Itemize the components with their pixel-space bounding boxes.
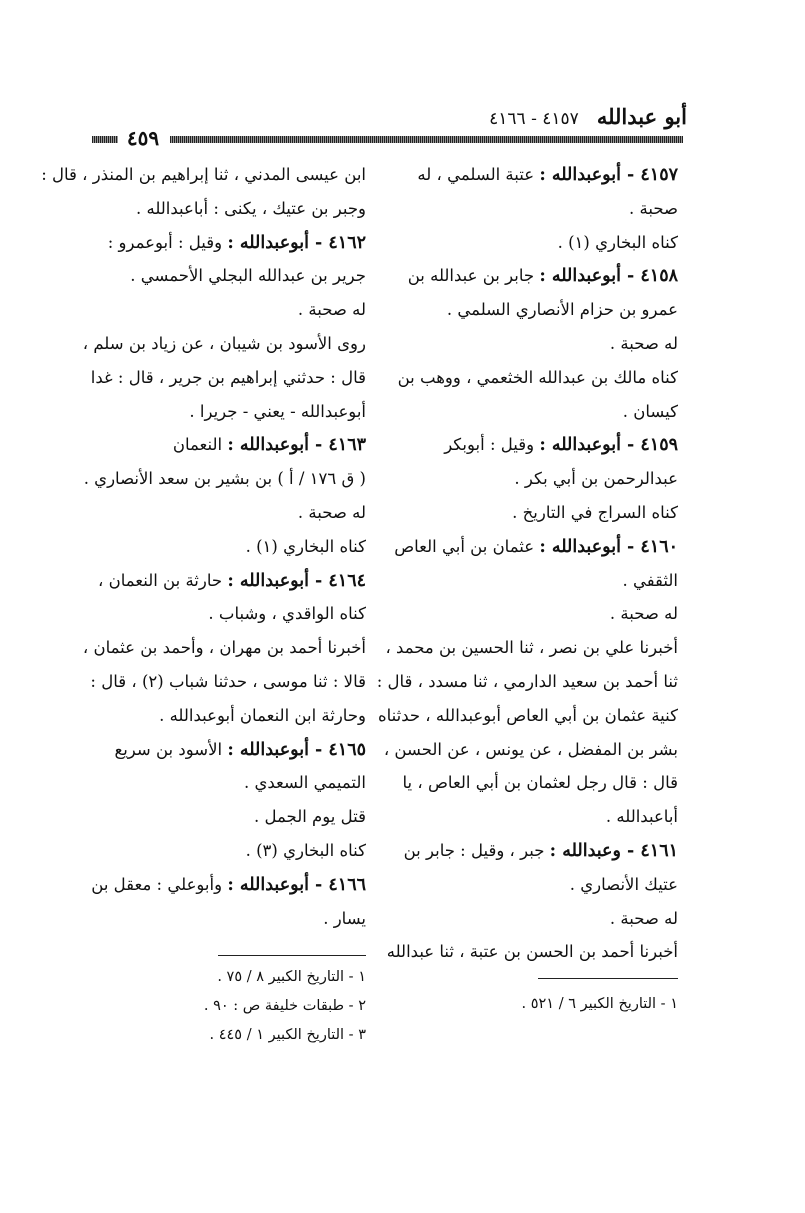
entry-text: قال : قال رجل لعثمان بن أبي العاص ، يا (402, 773, 678, 793)
entry-text: كيسان . (622, 401, 678, 421)
text-line (92, 699, 366, 733)
entry-text: له صحبة . (609, 333, 678, 353)
text-line (402, 766, 678, 800)
entry-heading: ٤١٥٧ - أبوعبدالله : (539, 165, 678, 185)
text-line (416, 868, 678, 902)
entry-text: جبر ، وقيل : جابر بن (403, 840, 550, 860)
footnote: ٣ - التاريخ الكبير ١ / ٤٤٥ . (209, 1027, 366, 1043)
entry-text: وجبر بن عتيك ، يكنى : أباعبدالله . (135, 198, 366, 218)
entry-text: كناه البخاري (١) . (557, 232, 678, 252)
text-line (92, 564, 366, 598)
entry-text: له صحبة . (297, 300, 366, 320)
text-line (407, 259, 678, 293)
text-line (92, 192, 366, 226)
text-line (92, 293, 366, 327)
text-line (82, 327, 366, 361)
entry-text: أباعبدالله . (605, 807, 678, 827)
text-line (92, 733, 366, 767)
text-line (416, 293, 678, 327)
entry-text: النعمان (172, 435, 228, 455)
text-line (394, 530, 678, 564)
left-column (41, 158, 366, 935)
entry-text: قال : حدثني إبراهيم بن جرير ، قال : غدا (90, 367, 366, 387)
entry-heading: ٤١٥٩ - أبوعبدالله : (539, 435, 678, 456)
text-line (376, 665, 678, 699)
entry-text: كناه الواقدي ، وشباب . (208, 604, 366, 624)
entry-text: بشر بن المفضل ، عن يونس ، عن الحسن ، (383, 739, 678, 759)
text-line (403, 834, 678, 868)
page-number-rule (92, 136, 118, 143)
header-rule (170, 136, 683, 143)
running-head-range: ٤١٥٧ - ٤١٦٦ (489, 109, 579, 129)
text-line (416, 428, 678, 462)
text-line (92, 597, 366, 631)
text-line (416, 564, 678, 598)
footnote: ١ - التاريخ الكبير ٨ / ٧٥ . (217, 969, 366, 985)
text-line (416, 192, 678, 226)
text-line (416, 902, 678, 936)
text-line (92, 395, 366, 429)
entry-text: أخبرنا علي بن نصر ، ثنا الحسين بن محمد ، (385, 638, 678, 658)
entry-text: يسار . (323, 908, 366, 928)
text-line (41, 158, 366, 192)
entry-text: له صحبة . (609, 908, 678, 928)
entry-text: كناه البخاري (١) . (245, 536, 366, 556)
entry-heading: ٤١٦٦ - أبوعبدالله : (227, 874, 366, 895)
text-line (92, 800, 366, 834)
entry-text: قتل يوم الجمل . (254, 807, 366, 827)
entry-text: عمرو بن حزام الأنصاري السلمي . (446, 300, 678, 320)
entry-text: كناه البخاري (٣) . (245, 840, 366, 860)
entry-text: أبوعبدالله - يعني - جريرا . (189, 401, 366, 421)
text-line (92, 361, 366, 395)
text-line (82, 631, 366, 665)
entry-heading: ٤١٦٠ - أبوعبدالله : (539, 536, 678, 557)
footnote: ١ - التاريخ الكبير ٦ / ٥٢١ . (521, 996, 678, 1012)
entry-text: التميمي السعدي . (243, 773, 366, 793)
right-column (376, 158, 678, 969)
text-line (416, 800, 678, 834)
text-line (92, 226, 366, 260)
footnote-rule-right (538, 978, 678, 979)
entry-text: عبدالرحمن بن أبي بكر . (514, 469, 678, 489)
text-line (92, 496, 366, 530)
entry-text: جرير بن عبدالله البجلي الأحمسي . (130, 266, 366, 286)
entry-heading: ٤١٦٤ - أبوعبدالله : (227, 570, 366, 591)
text-line (92, 834, 366, 868)
entry-text: وقيل : أبوعمرو : (107, 232, 228, 252)
text-line (397, 361, 678, 395)
footnote-rule-left (218, 955, 366, 956)
entry-heading: ٤١٦٢ - أبوعبدالله : (227, 232, 366, 253)
entry-text: روى الأسود بن شيبان ، عن زياد بن سلم ، (82, 333, 366, 353)
entry-text: عثمان بن أبي العاص (394, 536, 540, 556)
text-line (416, 496, 678, 530)
entry-text: له صحبة . (609, 604, 678, 624)
text-line (83, 462, 366, 496)
text-line (92, 428, 366, 462)
text-line (92, 259, 366, 293)
entry-text: كناه السراج في التاريخ . (512, 502, 678, 522)
entry-text: الثقفي . (622, 570, 678, 590)
entry-text: عتبة السلمي ، له (417, 165, 540, 184)
entry-text: قالا : ثنا موسى ، حدثنا شباب (٢) ، قال : (90, 671, 366, 691)
entry-text: ابن عيسى المدني ، ثنا إبراهيم بن المنذر ، قال : (41, 165, 366, 184)
text-line (416, 226, 678, 260)
entry-text: وقيل : أبوبكر (444, 435, 540, 455)
footnote: ٢ - طبقات خليفة ص : ٩٠ . (203, 998, 366, 1014)
text-line (377, 699, 678, 733)
entry-text: الأسود بن سريع (114, 739, 228, 759)
page-number: ٤٥٩ (118, 126, 168, 150)
text-line (92, 665, 366, 699)
text-line (416, 395, 678, 429)
text-line (386, 935, 678, 969)
text-line (383, 733, 678, 767)
text-line (416, 597, 678, 631)
entry-text: أخبرنا أحمد بن مهران ، وأحمد بن عثمان ، (82, 638, 366, 658)
entry-heading: ٤١٦٣ - أبوعبدالله : (227, 435, 366, 456)
entry-text: صحبة . (629, 198, 678, 218)
entry-heading: ٤١٦٥ - أبوعبدالله : (227, 739, 366, 760)
entry-heading: ٤١٥٨ - أبوعبدالله : (539, 266, 678, 287)
entry-text: كناه مالك بن عبدالله الخثعمي ، ووهب بن (397, 367, 678, 387)
entry-text: كنية عثمان بن أبي العاص أبوعبدالله ، حدثناه (377, 705, 678, 725)
entry-text: حارثة بن النعمان ، (98, 570, 228, 590)
entry-text: جابر بن عبدالله بن (407, 266, 540, 286)
entry-text: أخبرنا أحمد بن الحسن بن عتبة ، ثنا عبدالله (386, 942, 678, 962)
entry-text: وأبوعلي : معقل بن (91, 874, 228, 894)
entry-text: ثنا أحمد بن سعيد الدارمي ، ثنا مسدد ، قال : (376, 671, 678, 691)
text-line (385, 631, 678, 665)
text-line (92, 530, 366, 564)
running-head-title: أبو عبدالله (596, 104, 687, 129)
running-head (87, 104, 687, 134)
text-line (416, 327, 678, 361)
text-line (416, 158, 678, 192)
footnotes-right (416, 990, 678, 1019)
text-line (92, 902, 366, 936)
text-line (92, 868, 366, 902)
text-line (416, 462, 678, 496)
text-line (92, 766, 366, 800)
entry-text: وحارثة ابن النعمان أبوعبدالله . (159, 705, 366, 725)
entry-text: عتيك الأنصاري . (569, 874, 678, 894)
footnotes-left (92, 963, 366, 1050)
entry-heading: ٤١٦١ - وعبدالله : (549, 840, 678, 861)
entry-text: له صحبة . (297, 502, 366, 522)
entry-text: ( ق ١٧٦ / أ ) بن بشير بن سعد الأنصاري . (83, 469, 366, 489)
